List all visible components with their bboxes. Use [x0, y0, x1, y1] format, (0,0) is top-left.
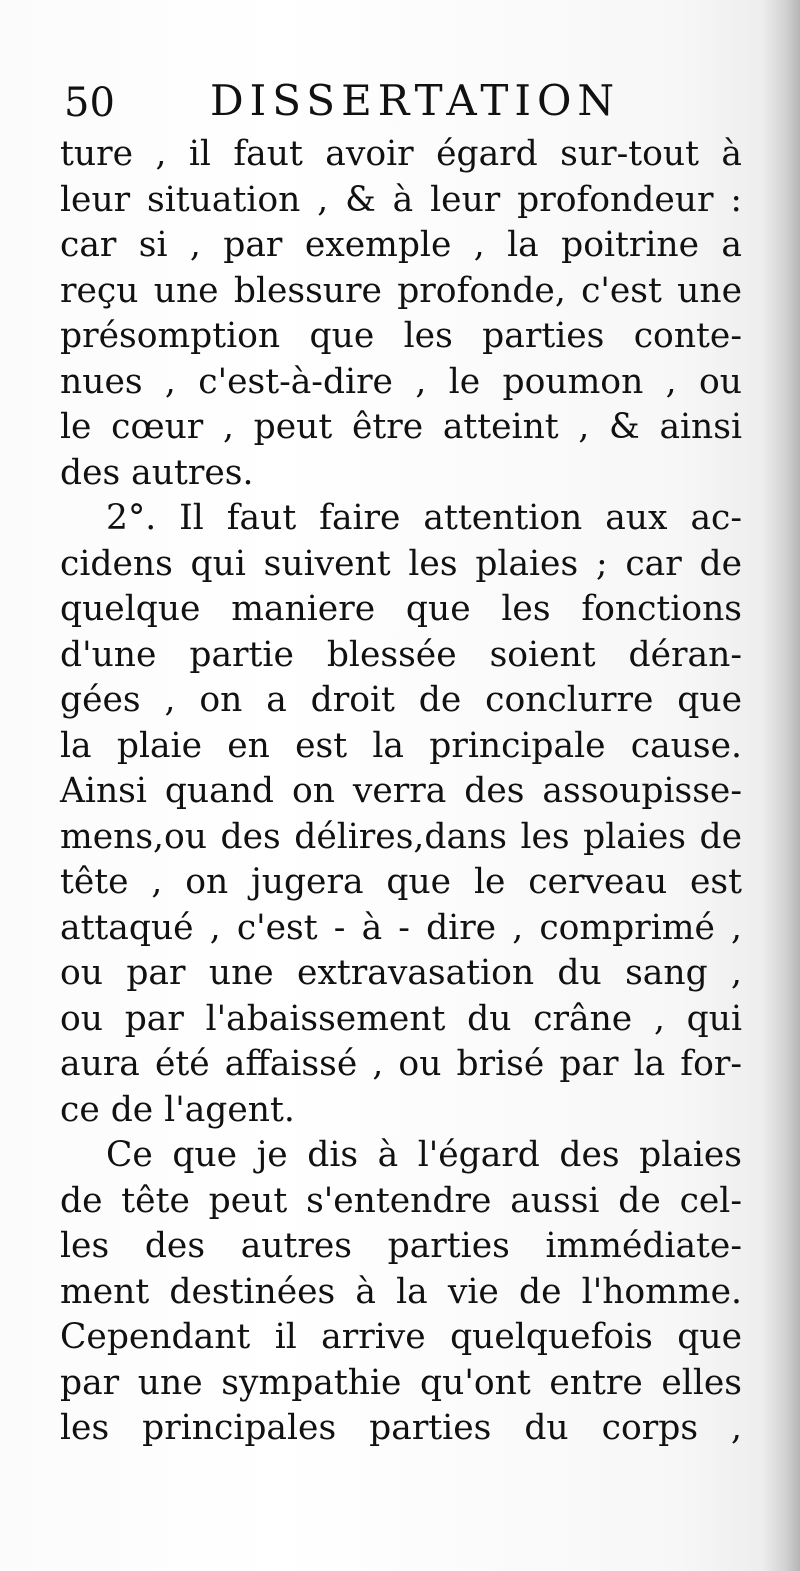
text-line: 2°. Il faut faire attention aux ac-: [106, 498, 742, 538]
text-line: aura été affaissé , ou brisé par la for-: [60, 1044, 742, 1084]
text-line: la plaie en est la principale cause.: [60, 725, 742, 766]
text-line: ou par l'abaissement du crâne , qui: [60, 998, 742, 1039]
spine-shadow: [762, 0, 800, 1571]
running-head: DISSERTATION: [210, 76, 621, 125]
text-line: de tête peut s'entendre aussi de cel-: [60, 1180, 742, 1221]
text-line: Ainsi quand on verra des assoupisse-: [60, 771, 742, 811]
text-line: ture , il faut avoir égard sur-tout à: [60, 134, 742, 174]
text-line: leur situation , & à leur profondeur :: [60, 179, 742, 220]
text-line: gées , on a droit de conclurre que: [60, 680, 742, 720]
body-text: [60, 132, 742, 1452]
text-line: mens,ou des délires,dans les plaies de: [60, 816, 742, 857]
text-line: attaqué , c'est - à - dire , comprimé ,: [60, 907, 742, 948]
text-line: le cœur , peut être atteint , & ainsi: [60, 407, 742, 447]
text-line: ment destinées à la vie de l'homme.: [60, 1271, 742, 1312]
text-line: les des autres parties immédiate-: [60, 1226, 742, 1266]
text-line: les principales parties du corps ,: [60, 1408, 742, 1448]
text-line: nues , c'est-à-dire , le poumon , ou: [60, 361, 742, 402]
text-line: quelque maniere que les fonctions: [60, 589, 742, 629]
text-line: reçu une blessure profonde, c'est une: [60, 270, 742, 311]
page-number: 50: [64, 80, 115, 126]
text-line: par une sympathie qu'ont entre elles: [60, 1362, 742, 1403]
text-line: des autres.: [60, 452, 254, 493]
text-line: présomption que les parties conte-: [60, 316, 742, 356]
text-line: d'une partie blessée soient déran-: [60, 634, 742, 675]
text-line: Ce que je dis à l'égard des plaies: [106, 1135, 742, 1175]
text-line: Cependant il arrive quelquefois que: [60, 1317, 742, 1357]
text-line: ce de l'agent.: [60, 1089, 295, 1130]
text-line: tête , on jugera que le cerveau est: [60, 862, 742, 902]
page-header: [60, 72, 760, 130]
text-line: cidens qui suivent les plaies ; car de: [60, 543, 742, 584]
text-line: ou par une extravasation du sang ,: [60, 953, 742, 993]
text-line: car si , par exemple , la poitrine a: [60, 225, 742, 265]
